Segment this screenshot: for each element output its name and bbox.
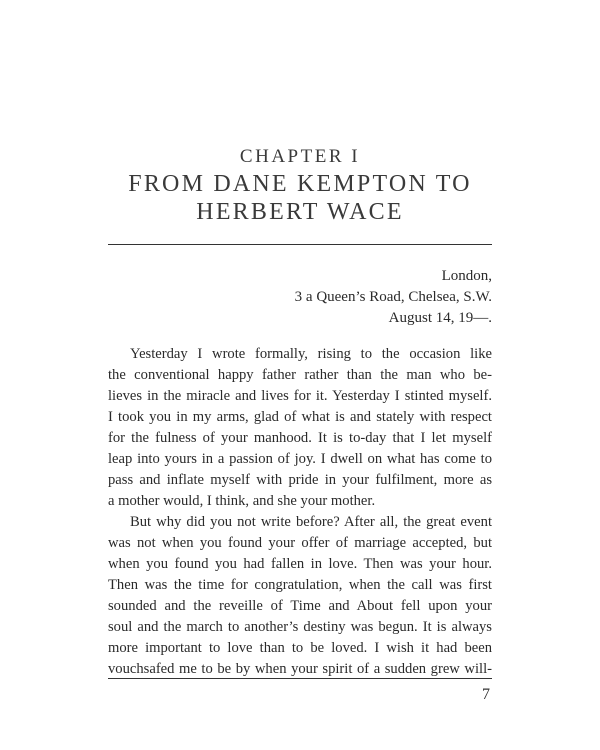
text-line: a mother would, I think, and she your mother. bbox=[108, 493, 376, 509]
chapter-title bbox=[0, 170, 600, 226]
chapter-title-line: FROM DANE KEMPTON TO bbox=[128, 171, 472, 197]
text-line: I took you in my arms, glad of what is and stately with respect bbox=[108, 409, 492, 425]
bottom-divider bbox=[108, 678, 492, 679]
text-line: was not when you found your offer of marriage accepted, but bbox=[108, 535, 492, 551]
text-line: sounded and the reveille of Time and About fell upon your bbox=[108, 598, 492, 614]
chapter-label: CHAPTER I bbox=[239, 146, 361, 167]
letter-body bbox=[108, 344, 492, 680]
text-line: But why did you not write before? After all, the great event bbox=[130, 514, 492, 530]
text-line: leap into yours in a passion of joy. I dwell on what has come to bbox=[108, 451, 492, 467]
address-city: London, bbox=[441, 268, 492, 284]
text-line: for the fulness of your manhood. It is to-day that I let myself bbox=[108, 430, 492, 446]
address-date: August 14, 19—. bbox=[388, 310, 492, 326]
text-line: when you found you had fallen in love. Then was your hour. bbox=[108, 556, 492, 572]
top-divider bbox=[108, 244, 492, 245]
text-line: Then was the time for congratulation, when the call was first bbox=[108, 577, 492, 593]
text-line: pass and inflate myself with pride in your fulfilment, more as bbox=[108, 472, 492, 488]
letter-address bbox=[295, 266, 492, 329]
text-line: soul and the march to another’s destiny was begun. It is always bbox=[108, 619, 492, 635]
text-line: Yesterday I wrote formally, rising to the occasion like bbox=[130, 346, 492, 362]
page-number: 7 bbox=[482, 686, 490, 703]
text-line: vouchsafed me to be by when your spirit of a sudden grew will- bbox=[108, 661, 492, 677]
text-line: the conventional happy father rather than the man who be- bbox=[108, 367, 492, 383]
chapter-title-line: HERBERT WACE bbox=[196, 199, 404, 225]
address-street: 3 a Queen’s Road, Chelsea, S.W. bbox=[294, 289, 492, 305]
text-line: lieves in the miracle and lives for it. Yesterday I stinted myself. bbox=[108, 388, 492, 404]
text-line: more important to love than to be loved. I wish it had been bbox=[108, 640, 492, 656]
